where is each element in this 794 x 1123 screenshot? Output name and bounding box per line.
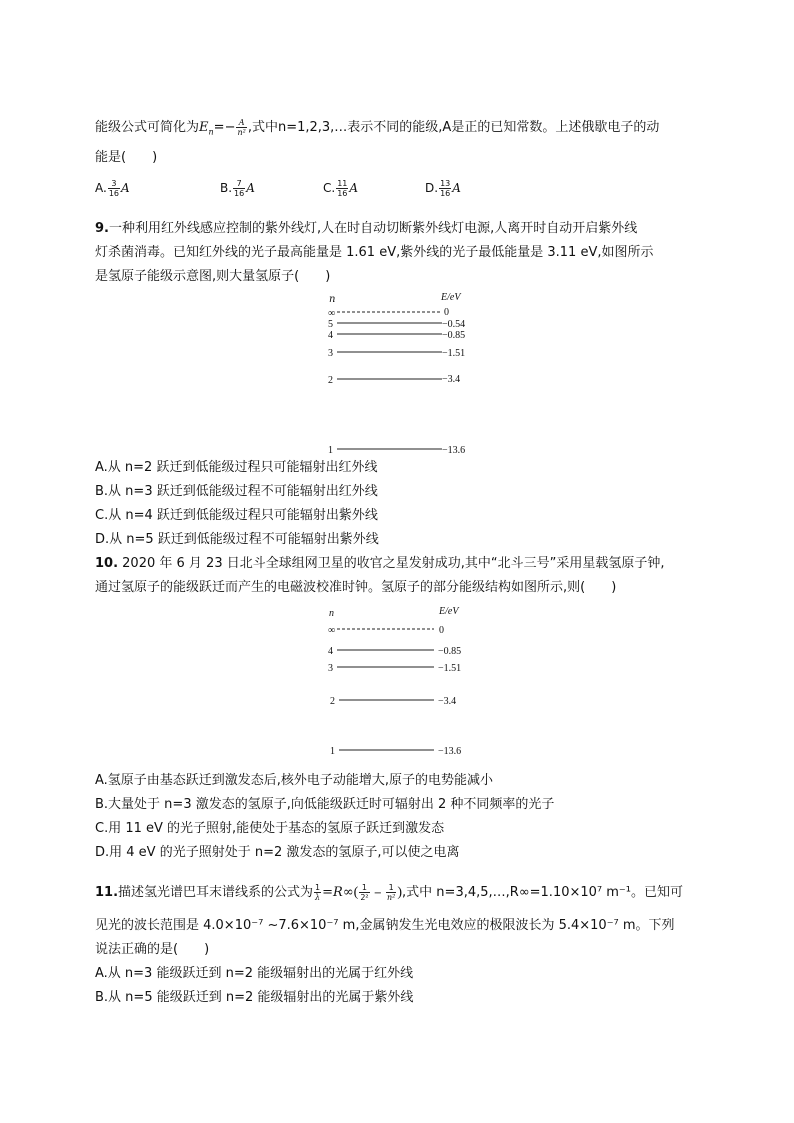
q11-paren-close: ) (397, 885, 403, 900)
q8-formula-line (95, 118, 659, 141)
q9-e-header: E/eV (441, 292, 461, 303)
q8-option-a-label: A. (95, 181, 107, 195)
q11-line2: 见光的波长范围是 4.0×10⁻⁷ ~7.6×10⁻⁷ m,金属钠发生光电效应的极限波长为 5.4×10⁻⁷ m。下列 (95, 918, 675, 933)
q9-level-n-inf: ∞ (328, 308, 336, 319)
q11-paren-open: ( (353, 885, 359, 900)
q8-option-a-num: 3 (108, 179, 120, 189)
q11-frac1-num: 1 (359, 883, 369, 893)
q8-option-c-var: A (349, 181, 359, 195)
q10-level-e-inf: 0 (439, 625, 444, 636)
q8-option-d-var: A (452, 181, 461, 195)
q11-frac2-num: 1 (386, 883, 396, 893)
q10-choice-d: D.用 4 eV 的光子照射处于 n=2 激发态的氢原子,可以使之电离 (95, 845, 460, 860)
q8-formula-sub: n (208, 127, 214, 137)
q10-n-header: n (329, 608, 334, 619)
q9-line1 (95, 221, 637, 237)
q10-level-e-2: −3.4 (438, 696, 457, 707)
q10-level-n-inf: ∞ (328, 625, 336, 636)
q10-level-n-3: 3 (328, 663, 333, 674)
q9-level-e-3: −1.51 (442, 348, 466, 359)
q11-text-prefix: 描述氢光谱巴耳末谱线系的公式为 (118, 885, 314, 900)
q10-level-e-4: −0.85 (438, 646, 462, 657)
q8-option-c (323, 179, 358, 198)
q11-formula-line (95, 883, 683, 902)
q8-text-prefix: 能级公式可简化为 (95, 120, 200, 135)
q11-frac1 (359, 883, 369, 902)
q8-option-b-num: 7 (233, 179, 245, 189)
q8-option-d (425, 179, 461, 198)
q9-level-e-inf: 0 (444, 307, 449, 318)
q11-line3: 说法正确的是( ) (95, 942, 210, 957)
q9-energy-level-diagram (320, 290, 480, 455)
q9-level-e-5: −0.54 (442, 319, 466, 330)
q8-formula-eq: =− (213, 120, 236, 135)
q11-number: 11. (95, 885, 119, 900)
q11-frac2-den: n² (387, 893, 396, 902)
q11-text-suffix: ,式中 n=3,4,5,…,R∞=1.10×10⁷ m⁻¹。已知可 (402, 885, 684, 900)
q9-choice-d: D.从 n=5 跃迁到低能级过程不可能辐射出紫外线 (95, 532, 379, 547)
q10-choice-c: C.用 11 eV 的光子照射,能使处于基态的氢原子跃迁到激发态 (95, 821, 445, 836)
q8-option-b-den: 16 (234, 189, 245, 198)
q11-lambda-frac (314, 883, 321, 902)
q10-choice-b: B.大量处于 n=3 激发态的氢原子,向低能级跃迁时可辐射出 2 种不同频率的光子 (95, 797, 555, 812)
q8-option-d-num: 13 (440, 179, 451, 188)
q9-choice-b: B.从 n=3 跃迁到低能级过程不可能辐射出红外线 (95, 484, 378, 499)
q9-line3: 是氢原子能级示意图,则大量氢原子( ) (95, 269, 331, 284)
q8-option-c-frac (336, 179, 348, 198)
q8-option-c-num: 11 (337, 179, 348, 188)
q8-line2: 能是( ) (95, 150, 158, 165)
q9-level-n-4: 4 (328, 330, 333, 341)
q8-option-d-den: 16 (440, 189, 451, 198)
q9-level-n-2: 2 (328, 375, 333, 386)
q9-line2: 灯杀菌消毒。已知红外线的光子最高能量是 1.61 eV,紫外线的光子最低能量是 3.11 eV,如图所示 (95, 245, 654, 260)
q8-frac-den: n² (237, 128, 246, 137)
q10-choice-a: A.氢原子由基态跃迁到激发态后,核外电子动能增大,原子的电势能减小 (95, 773, 494, 788)
q9-line1-text: 一种利用红外线感应控制的紫外线灯,人在时自动切断紫外线灯电源,人离开时自动开启紫外线 (108, 221, 638, 236)
q8-option-a-var: A (121, 181, 130, 195)
q10-level-e-3: −1.51 (438, 663, 462, 674)
q10-energy-level-diagram (320, 604, 480, 756)
q10-level-n-1: 1 (330, 746, 335, 756)
q8-option-d-label: D. (425, 181, 439, 195)
q8-option-d-frac (439, 179, 451, 198)
q10-line1 (95, 556, 664, 572)
q8-option-b-label: B. (220, 181, 233, 195)
q8-option-b (220, 179, 255, 198)
q8-option-b-var: A (246, 181, 255, 195)
q10-line2: 通过氢原子的能级跃迁而产生的电磁波校准时钟。氢原子的部分能级结构如图所示,则( ) (95, 580, 617, 595)
q11-frac2 (386, 883, 396, 902)
q9-choice-a: A.从 n=2 跃迁到低能级过程只可能辐射出红外线 (95, 460, 378, 475)
q11-minus: − (373, 888, 383, 899)
q10-number: 10. (95, 556, 119, 571)
q9-level-e-4: −0.85 (442, 330, 466, 341)
q9-level-e-2: −3.4 (442, 374, 461, 385)
q9-level-n-3: 3 (328, 348, 333, 359)
q10-level-n-2: 2 (330, 696, 335, 707)
q11-r-part: =R∞ (322, 885, 354, 900)
q11-lambda-num: 1 (315, 883, 321, 892)
q9-choice-c: C.从 n=4 跃迁到低能级过程只可能辐射出紫外线 (95, 508, 378, 523)
q9-level-e-1: −13.6 (442, 445, 466, 455)
q11-lambda-den: λ (315, 893, 321, 902)
q11-frac1-den: 2² (360, 893, 369, 902)
q9-level-n-1: 1 (328, 445, 333, 455)
q8-formula-E: E (199, 120, 209, 135)
q8-formula-frac (236, 118, 246, 137)
q10-e-header: E/eV (439, 606, 459, 617)
q8-text-suffix: ,式中n=1,2,3,…表示不同的能级,A是正的已知常数。上述俄歇电子的动 (247, 120, 660, 135)
q8-option-c-label: C. (323, 181, 336, 195)
q8-option-a-frac (108, 179, 120, 198)
q8-option-b-frac (233, 179, 245, 198)
q10-level-e-1: −13.6 (438, 746, 462, 756)
q9-number: 9. (95, 221, 109, 236)
q9-n-header: n (329, 294, 336, 305)
q11-choice-b: B.从 n=5 能级跃迁到 n=2 能级辐射出的光属于紫外线 (95, 990, 414, 1005)
q8-option-a (95, 179, 130, 198)
q8-frac-num: A (236, 118, 246, 128)
q10-level-n-4: 4 (328, 646, 333, 657)
q11-choice-a: A.从 n=3 能级跃迁到 n=2 能级辐射出的光属于红外线 (95, 966, 414, 981)
q9-level-n-5: 5 (328, 319, 333, 330)
q10-line1-text: 2020 年 6 月 23 日北斗全球组网卫星的收官之星发射成功,其中“北斗三号”采用星载氢原子钟, (118, 556, 665, 571)
q8-option-c-den: 16 (337, 189, 348, 198)
q8-option-a-den: 16 (108, 189, 119, 198)
